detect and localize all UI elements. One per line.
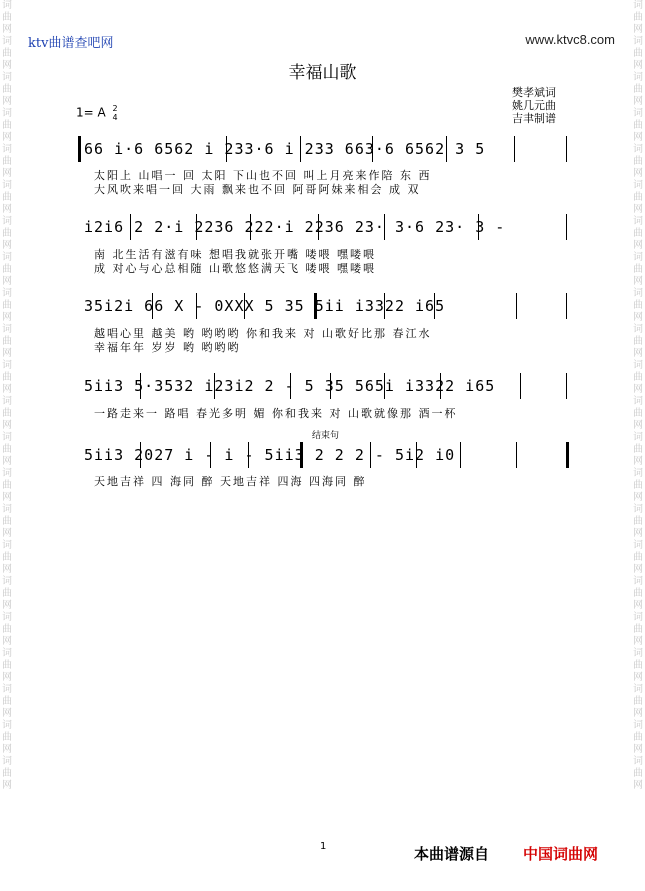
lyricist: 樊孝斌词 [512,86,556,99]
time-bottom: 4 [112,113,118,122]
lyric-verse-1: 太阳上 山唱一 回 太阳 下山也不回 叫上月亮来作陪 东 西 [94,169,432,182]
lyric-verse-2: 成 对心与心总相随 山歌悠悠满天飞 喽喂 嘿喽喂 [94,262,376,275]
lyric-verse-1: 一路走来一 路唱 春光多明 媚 你和我来 对 山歌就像那 酒一杯 [94,407,458,420]
arranger: 吉聿制谱 [512,112,556,125]
key-text: 1= A [76,105,106,120]
repeat-start-bar [78,136,81,162]
time-top: 2 [112,104,118,113]
right-watermark: 词 曲 网 词 曲 网 词 曲 网 词 曲 网 词 曲 网 词 曲 网 词 曲 网 词 曲 网 词 曲 网 词 曲 网 词 曲 网 词 曲 网 词 曲 网 词 曲 网 词 曲 网 词 曲 网 词 曲 网 词 曲 网 词 曲 网 词 曲 网 词 曲 网 词 曲 网 [633,0,643,791]
time-signature [113,104,118,122]
ending-label: 结束句 [312,431,340,441]
lyric-verse-1: 越唱心里 越美 哟 哟哟哟 你和我来 对 山歌好比那 春江水 [94,327,432,340]
site-url[interactable]: www.ktvc8.com [525,32,615,47]
source-site-link[interactable]: 中国词曲网 [523,845,599,863]
lyric-verse-1: 南 北生活有滋有味 想唱我就张开嘴 喽喂 嘿喽喂 [94,248,376,261]
source-label: 本曲谱源自 [414,845,490,863]
left-watermark: 词 曲 网 词 曲 网 词 曲 网 词 曲 网 词 曲 网 词 曲 网 词 曲 网 词 曲 网 词 曲 网 词 曲 网 词 曲 网 词 曲 网 词 曲 网 词 曲 网 词 曲 网 词 曲 网 词 曲 网 词 曲 网 词 曲 网 词 曲 网 词 曲 网 词 曲 网 [2,0,12,791]
song-title: 幸福山歌 [288,63,357,83]
site-logo-text[interactable]: ktv曲谱查吧网 [28,36,114,51]
page-number: 1 [320,841,327,852]
notation-line: i2i6 2 2·i 2236 222·i 2236 23· 3·6 23· 3 - [84,218,506,236]
notation-line: 5ii3 2027 i - i - 5ii3 2 2 2 - 5i2 i0 [84,446,456,464]
key-signature [76,104,118,122]
composer: 姚几元曲 [512,99,556,112]
lyric-verse-2: 幸福年年 岁岁 哟 哟哟哟 [94,341,241,354]
lyric-verse-1: 天地吉祥 四 海同 醉 天地吉祥 四海 四海同 醉 [94,475,367,488]
lyric-verse-2: 大风吹来唱一回 大雨 飘来也不回 阿哥阿妹来相会 成 双 [94,183,421,196]
notation-line: 35i2i 66 X - 0XXX 5 35 5ii i3322 i65 [84,297,446,315]
credits [512,86,556,125]
notation-line: 66 i·6 6562 i 233·6 i 233 663·6 6562 3 5 [84,140,486,158]
notation-line: 5ii3 5·3532 i23i2 2 - 5 35 565i i3322 i65 [84,377,496,395]
